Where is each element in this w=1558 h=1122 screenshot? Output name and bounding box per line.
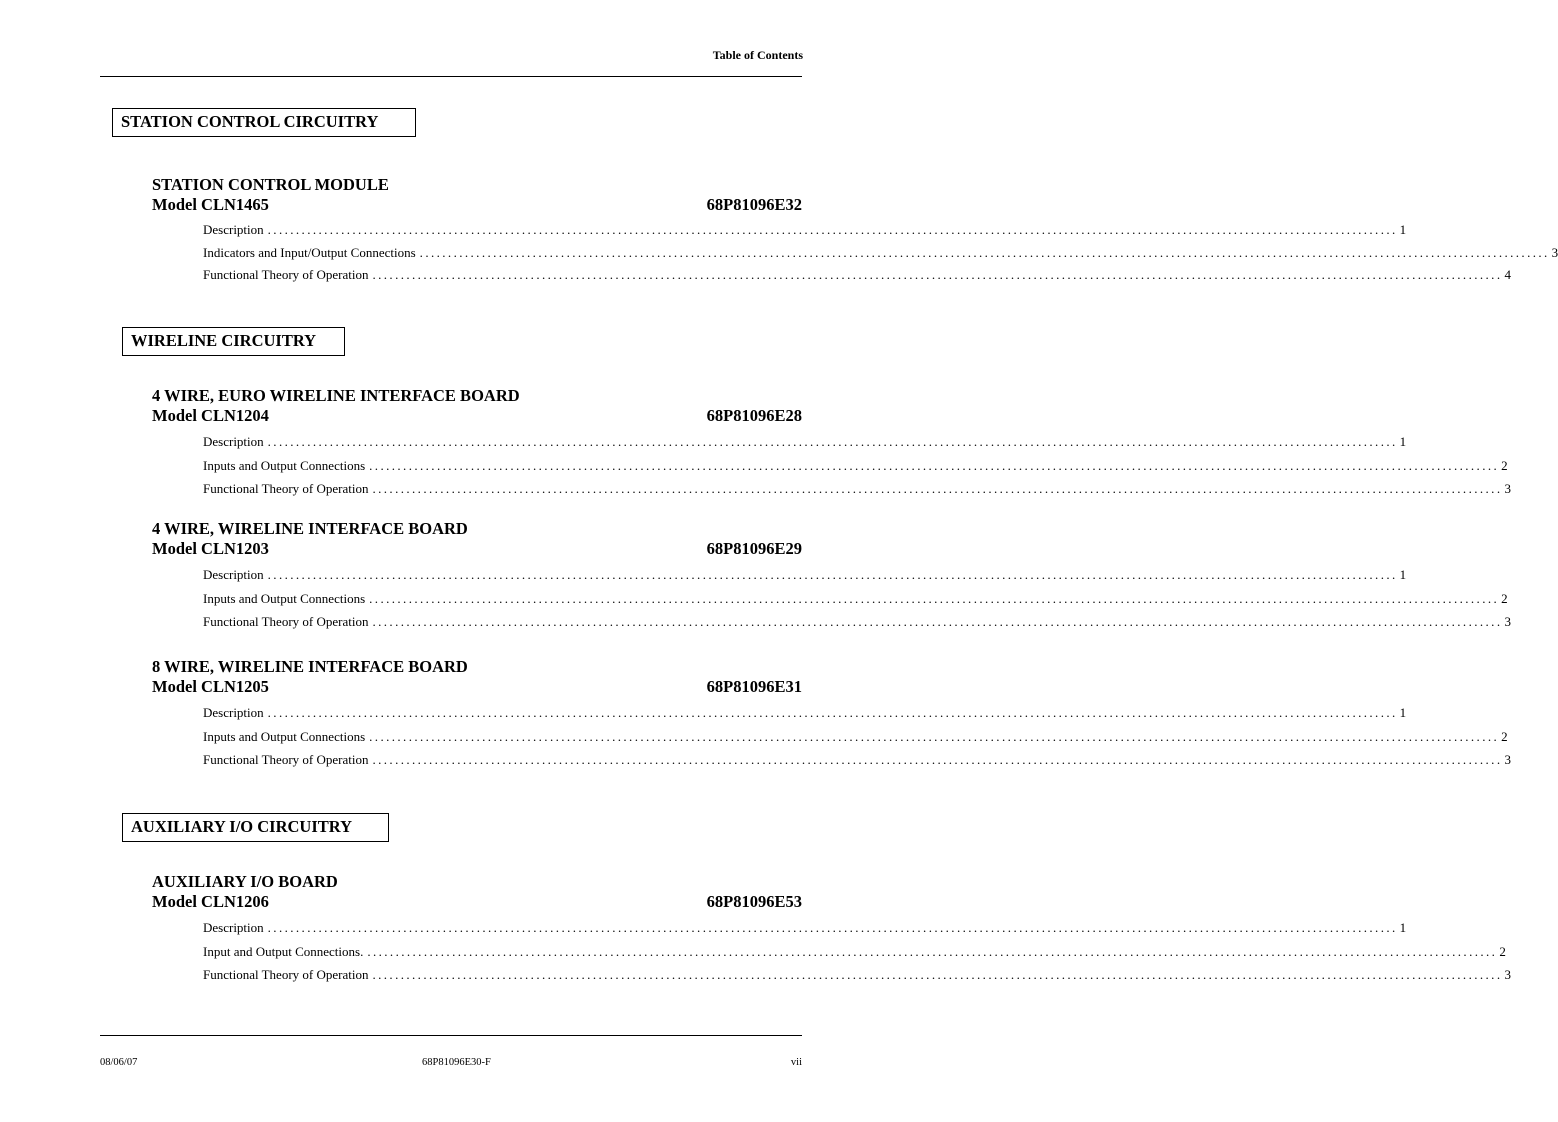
toc-entries <box>203 701 1511 772</box>
module-model: Model CLN1205 <box>152 677 269 696</box>
toc-entry-page: 3 <box>1504 752 1511 767</box>
toc-entry-label: Functional Theory of Operation <box>203 614 369 629</box>
toc-entry-page: 1 <box>1399 434 1407 449</box>
module-model: Model CLN1204 <box>152 406 269 425</box>
toc-entry-page: 1 <box>1399 222 1407 237</box>
dot-leader: ........................................................................................................................................................................................................ <box>369 728 1500 744</box>
toc-entry-page: 3 <box>1504 481 1511 496</box>
toc-entry-page: 2 <box>1501 728 1508 744</box>
toc-module <box>152 519 1511 634</box>
dot-leader: ........................................................................................................................................................................................................ <box>267 920 1398 935</box>
module-name: AUXILIARY I/O BOARD <box>152 872 338 891</box>
module-doc-number: 68P81096E31 <box>706 677 802 696</box>
dot-leader: ........................................................................................................................................................................................................ <box>267 567 1398 582</box>
module-name: STATION CONTROL MODULE <box>152 175 389 194</box>
toc-entry[interactable] <box>203 219 1407 242</box>
dot-leader: ........................................................................................................................................................................................................ <box>267 705 1398 720</box>
module-doc-number: 68P81096E32 <box>706 195 802 214</box>
toc-entry[interactable] <box>203 430 1407 454</box>
toc-entries <box>203 430 1511 501</box>
toc-entry-label: Inputs and Output Connections <box>203 728 366 744</box>
toc-entry[interactable] <box>203 264 1511 287</box>
toc-entries <box>203 563 1511 634</box>
header-rule <box>100 76 802 77</box>
module-model: Model CLN1203 <box>152 539 269 558</box>
section-heading-box: WIRELINE CIRCUITRY <box>122 327 345 356</box>
footer-rule <box>100 1035 802 1036</box>
toc-entry-page: 1 <box>1399 920 1407 935</box>
toc-entry-label: Description <box>203 705 264 720</box>
module-doc-number: 68P81096E28 <box>706 406 802 425</box>
toc-entry[interactable] <box>203 610 1511 634</box>
module-model: Model CLN1206 <box>152 892 269 911</box>
toc-entry[interactable] <box>203 916 1407 940</box>
toc-entry-page: 2 <box>1499 943 1506 959</box>
dot-leader: ........................................................................................................................................................................................................ <box>267 222 1398 237</box>
dot-leader: ........................................................................................................................................................................................................ <box>367 943 1498 959</box>
toc-entry-page: 2 <box>1501 457 1508 473</box>
module-model: Model CLN1465 <box>152 195 269 214</box>
module-model-row <box>152 677 802 697</box>
module-model-row <box>152 892 802 912</box>
dot-leader: ........................................................................................................................................................................................................ <box>372 267 1503 282</box>
dot-leader: ........................................................................................................................................................................................................ <box>372 481 1503 496</box>
toc-entry-page: 1 <box>1399 567 1407 582</box>
toc-entry-page: 3 <box>1551 244 1558 260</box>
module-doc-number: 68P81096E53 <box>706 892 802 911</box>
toc-module <box>152 175 1558 287</box>
toc-entry-page: 3 <box>1504 967 1511 982</box>
toc-entry-label: Input and Output Connections. <box>203 943 364 959</box>
dot-leader: ........................................................................................................................................................................................................ <box>372 614 1503 629</box>
toc-module <box>152 872 1511 987</box>
dot-leader: ........................................................................................................................................................................................................ <box>369 590 1500 606</box>
toc-entry-page: 4 <box>1504 267 1511 282</box>
toc-entry[interactable] <box>203 725 1508 749</box>
toc-entry-label: Functional Theory of Operation <box>203 967 369 982</box>
toc-entries <box>203 916 1511 987</box>
module-name: 4 WIRE, EURO WIRELINE INTERFACE BOARD <box>152 386 520 405</box>
toc-entry[interactable] <box>203 477 1511 501</box>
toc-entry-label: Inputs and Output Connections <box>203 457 366 473</box>
toc-entry[interactable] <box>203 940 1506 964</box>
toc-entry-label: Functional Theory of Operation <box>203 481 369 496</box>
footer-date: 08/06/07 <box>100 1057 138 1068</box>
toc-entry-label: Description <box>203 222 264 237</box>
toc-entry[interactable] <box>203 454 1508 478</box>
toc-entry-label: Functional Theory of Operation <box>203 752 369 767</box>
module-model-row <box>152 195 802 215</box>
footer-doc-number: 68P81096E30-F <box>422 1057 491 1068</box>
section-heading-box: STATION CONTROL CIRCUITRY <box>112 108 416 137</box>
toc-entry-label: Description <box>203 920 264 935</box>
toc-entry-label: Description <box>203 434 264 449</box>
toc-entry-label: Functional Theory of Operation <box>203 267 369 282</box>
dot-leader: ........................................................................................................................................................................................................ <box>372 752 1503 767</box>
toc-entry-label: Inputs and Output Connections <box>203 590 366 606</box>
toc-entry-page: 2 <box>1501 590 1508 606</box>
toc-entry-label: Description <box>203 567 264 582</box>
section-heading-box: AUXILIARY I/O CIRCUITRY <box>122 813 389 842</box>
footer-page-number: vii <box>790 1057 802 1068</box>
toc-module <box>152 657 1511 772</box>
toc-entries <box>203 219 1558 287</box>
module-doc-number: 68P81096E29 <box>706 539 802 558</box>
toc-entry[interactable] <box>203 963 1511 987</box>
module-model-row <box>152 406 802 426</box>
toc-entry[interactable] <box>203 587 1508 611</box>
page-header-title: Table of Contents <box>712 48 803 62</box>
toc-entry-page: 3 <box>1504 614 1511 629</box>
dot-leader: ........................................................................................................................................................................................................ <box>369 457 1500 473</box>
toc-entry[interactable] <box>203 563 1407 587</box>
toc-module <box>152 386 1511 501</box>
dot-leader: ........................................................................................................................................................................................................ <box>267 434 1398 449</box>
dot-leader: ........................................................................................................................................................................................................ <box>419 244 1550 260</box>
toc-entry[interactable] <box>203 701 1407 725</box>
dot-leader: ........................................................................................................................................................................................................ <box>372 967 1503 982</box>
toc-entry[interactable] <box>203 748 1511 772</box>
module-model-row <box>152 539 802 559</box>
module-name: 4 WIRE, WIRELINE INTERFACE BOARD <box>152 519 468 538</box>
toc-entry-page: 1 <box>1399 705 1407 720</box>
toc-entry-label: Indicators and Input/Output Connections <box>203 244 416 260</box>
toc-entry[interactable] <box>203 242 1558 265</box>
module-name: 8 WIRE, WIRELINE INTERFACE BOARD <box>152 657 468 676</box>
